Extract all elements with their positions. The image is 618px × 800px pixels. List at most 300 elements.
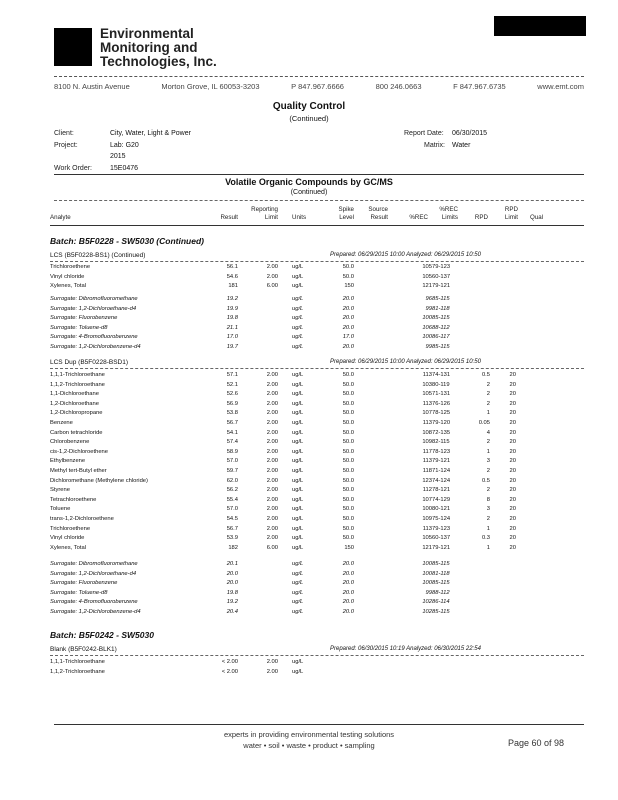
cell-reporting-limit: 2.00 [266, 496, 278, 503]
cell-result: 57.0 [226, 458, 238, 465]
cell-spike-level: 20.0 [342, 570, 354, 577]
cell-analyte: Ethylbenzene [50, 458, 86, 465]
cell-rec: 99 [425, 305, 432, 312]
cell-reporting-limit: 2.00 [266, 668, 278, 675]
cell-rec: 113 [422, 525, 432, 532]
cell-rpd: 2 [486, 400, 490, 407]
cell-rec: 121 [422, 283, 432, 290]
header-divider [54, 76, 584, 77]
col-qual: Qual [530, 214, 544, 221]
cell-rec: 99 [425, 589, 432, 596]
street-address: 8100 N. Austin Avenue [54, 82, 130, 91]
cell-analyte: Trichloroethene [50, 264, 91, 270]
cell-reporting-limit: 2.00 [266, 420, 278, 426]
cell-rec-limits: 71-124 [432, 468, 451, 474]
cell-spike-level: 20.0 [342, 599, 354, 606]
cell-rpd-limit: 20 [509, 487, 516, 494]
cell-analyte: Dichloromethane (Methylene chloride) [50, 477, 148, 484]
cell-result: 19.9 [226, 305, 238, 312]
cell-rpd: 0.3 [481, 535, 490, 542]
cell-rpd-limit: 20 [509, 410, 516, 417]
cell-rec: 113 [422, 400, 432, 407]
cell-rpd: 1 [486, 544, 490, 551]
cell-rpd: 8 [486, 496, 490, 503]
cell-rpd: 2 [486, 487, 490, 494]
cell-rec: 112 [422, 487, 432, 494]
cell-rec-limits: 88-112 [432, 589, 450, 596]
cell-result: 54.6 [226, 273, 238, 280]
cell-spike-level: 50.0 [342, 410, 354, 417]
cell-result: 20.0 [226, 570, 238, 577]
table-row [50, 438, 580, 447]
cell-rpd: 2 [486, 381, 490, 388]
section-divider [54, 200, 584, 201]
cell-spike-level: 20.0 [342, 589, 354, 596]
cell-rec: 108 [422, 429, 432, 436]
cell-rpd-limit: 20 [509, 400, 516, 407]
cell-analyte: Surrogate: Fluorobenzene [50, 315, 118, 322]
cell-spike-level: 50.0 [342, 525, 354, 532]
cell-reporting-limit: 2.00 [266, 516, 278, 522]
cell-spike-level: 50.0 [342, 429, 354, 436]
cell-reporting-limit: 2.00 [266, 535, 278, 542]
cell-units: ug/L [292, 496, 304, 503]
cell-spike-level: 50.0 [342, 448, 354, 455]
cell-analyte: 1,1-Dichloroethane [50, 391, 99, 398]
cell-units: ug/L [292, 400, 304, 407]
cell-rec-limits: 76-126 [432, 400, 451, 407]
cell-analyte: Toluene [50, 506, 71, 513]
cell-reporting-limit: 2.00 [266, 458, 278, 465]
cell-reporting-limit: 2.00 [266, 439, 278, 446]
table-row [50, 534, 580, 543]
cell-result: 181 [228, 283, 238, 290]
cell-rpd-limit: 20 [509, 458, 516, 465]
cell-result: 56.7 [226, 525, 238, 532]
cell-units: ug/L [292, 283, 304, 290]
cell-spike-level: 50.0 [342, 372, 354, 378]
meta-divider [54, 174, 584, 175]
cell-units: ug/L [292, 439, 304, 446]
table-row [50, 390, 580, 399]
city-address: Morton Grove, IL 60053-3203 [161, 82, 260, 91]
batch-title: Batch: B5F0228 - SW5030 (Continued) [50, 236, 204, 246]
client-label: Client: [54, 130, 74, 137]
cell-result: 20.0 [226, 580, 238, 587]
col-source-result: Source Result [368, 206, 388, 221]
cell-rec-limits: 79-123 [432, 264, 451, 270]
cell-reporting-limit: 2.00 [266, 487, 278, 494]
cell-analyte: Surrogate: 1,2-Dichlorobenzene-d4 [50, 609, 141, 615]
lcsd-divider [50, 368, 584, 369]
cell-rpd: 1 [486, 448, 490, 455]
cell-reporting-limit: 2.00 [266, 381, 278, 388]
cell-analyte: Surrogate: 4-Bromofluorobenzene [50, 334, 138, 341]
cell-units: ug/L [292, 273, 304, 280]
cell-units: ug/L [292, 599, 304, 606]
table-row [50, 448, 580, 457]
cell-result: 62.0 [226, 477, 238, 484]
cell-rec-limits: 74-131 [432, 372, 451, 378]
cell-spike-level: 50.0 [342, 264, 354, 270]
cell-result: 57.1 [226, 372, 238, 378]
cell-units: ug/L [292, 324, 304, 331]
cell-rec: 113 [422, 372, 432, 378]
cell-units: ug/L [292, 659, 304, 665]
cell-rec-limits: 85-115 [432, 561, 450, 567]
surrogate-row [50, 295, 580, 304]
cell-rpd-limit: 20 [509, 448, 516, 455]
cell-analyte: 1,1,1-Trichloroethane [50, 659, 105, 665]
col-rec-limits: %REC Limits [439, 206, 458, 221]
cell-units: ug/L [292, 429, 304, 436]
surrogate-row [50, 598, 580, 607]
project-value: Lab: G20 [110, 142, 139, 149]
surrogate-row [50, 305, 580, 314]
surrogate-row [50, 560, 580, 569]
report-date-label: Report Date: [404, 130, 444, 137]
cell-analyte: Methyl tert-Butyl ether [50, 468, 107, 474]
cell-rpd: 2 [486, 468, 490, 474]
cell-rpd-limit: 20 [509, 429, 516, 436]
company-logo [54, 28, 92, 66]
cell-rec: 100 [422, 580, 432, 587]
cell-rpd: 0.05 [478, 420, 490, 426]
cell-rec-limits: 79-120 [432, 420, 451, 426]
cell-units: ug/L [292, 506, 304, 513]
cell-rec-limits: 71-131 [432, 391, 451, 398]
cell-spike-level: 20.0 [342, 580, 354, 587]
cell-rec-limits: 80-121 [432, 506, 451, 513]
cell-units: ug/L [292, 334, 304, 341]
cell-units: ug/L [292, 609, 304, 615]
cell-rec-limits: 88-112 [432, 324, 450, 331]
cell-units: ug/L [292, 477, 304, 484]
cell-spike-level: 150 [344, 283, 354, 290]
table-row [50, 273, 580, 282]
cell-rec-limits: 86-117 [432, 334, 450, 341]
col-analyte: Analyte [50, 214, 71, 221]
table-row [50, 544, 580, 553]
cell-spike-level: 20.0 [342, 344, 354, 350]
table-row [50, 409, 580, 418]
company-name: Environmental Monitoring and Technologies, Inc. [100, 26, 217, 69]
cell-analyte: cis-1,2-Dichloroethene [50, 448, 108, 455]
table-row [50, 371, 580, 380]
tollfree-number: 800 246.0663 [375, 82, 422, 91]
col-result: Result [220, 214, 238, 221]
cell-rpd-limit: 20 [509, 525, 516, 532]
cell-units: ug/L [292, 458, 304, 465]
surrogate-row [50, 333, 580, 342]
cell-rec: 107 [422, 410, 432, 417]
cell-reporting-limit: 2.00 [266, 525, 278, 532]
cell-rec: 106 [422, 324, 432, 331]
cell-reporting-limit: 2.00 [266, 506, 278, 513]
cell-units: ug/L [292, 589, 304, 596]
cell-units: ug/L [292, 535, 304, 542]
cell-result: 57.4 [226, 439, 238, 446]
cell-rec: 102 [422, 609, 432, 615]
cell-result: 19.2 [226, 599, 238, 606]
cell-result: 52.6 [226, 391, 238, 398]
cell-rpd-limit: 20 [509, 372, 516, 378]
cell-rec-limits: 74-124 [432, 477, 451, 484]
project-label: Project: [54, 142, 78, 149]
cell-rpd: 3 [486, 458, 490, 465]
table-row [50, 429, 580, 438]
cell-rec-limits: 85-115 [432, 580, 450, 587]
cell-spike-level: 50.0 [342, 381, 354, 388]
cell-rec-limits: 79-123 [432, 525, 451, 532]
table-row [50, 668, 580, 677]
cell-rec-limits: 74-129 [432, 496, 451, 503]
cell-analyte: Trichloroethene [50, 525, 91, 532]
cell-rec: 105 [422, 391, 432, 398]
cell-rpd-limit: 20 [509, 468, 516, 474]
section-subtitle: (Continued) [290, 189, 328, 196]
cell-units: ug/L [292, 448, 304, 455]
cell-rec: 113 [422, 420, 432, 426]
cell-analyte: Vinyl chloride [50, 273, 85, 280]
cell-spike-level: 20.0 [342, 561, 354, 567]
cell-spike-level: 50.0 [342, 487, 354, 494]
cell-rec-limits: 82-115 [432, 439, 450, 446]
table-row [50, 496, 580, 505]
cell-units: ug/L [292, 420, 304, 426]
project-value-line2: 2015 [110, 153, 126, 160]
cell-analyte: 1,1,2-Trichloroethane [50, 381, 105, 388]
cell-units: ug/L [292, 525, 304, 532]
cell-rec: 100 [422, 561, 432, 567]
cell-spike-level: 50.0 [342, 439, 354, 446]
cell-rpd-limit: 20 [509, 381, 516, 388]
redaction-block [494, 16, 586, 36]
cell-rec: 100 [422, 506, 432, 513]
cell-rec: 109 [422, 516, 432, 522]
cell-result: 54.1 [226, 429, 238, 436]
cell-rec-limits: 78-121 [432, 487, 451, 494]
cell-analyte: Vinyl chloride [50, 535, 85, 542]
table-row [50, 658, 580, 667]
blank-group-label: Blank (B5F0242-BLK1) [50, 646, 117, 653]
cell-analyte: Surrogate: Toluene-d8 [50, 589, 108, 596]
cell-analyte: 1,1,2-Trichloroethane [50, 668, 105, 675]
batch2-title: Batch: B5F0242 - SW5030 [50, 630, 154, 640]
cell-rec: 107 [422, 496, 432, 503]
cell-reporting-limit: 2.00 [266, 477, 278, 484]
cell-result: 56.1 [226, 264, 238, 270]
fax-number: F 847.967.6735 [453, 82, 506, 91]
cell-analyte: Tetrachloroethene [50, 496, 97, 503]
cell-units: ug/L [292, 561, 304, 567]
cell-rec: 100 [422, 570, 432, 577]
cell-analyte: Surrogate: 4-Bromofluorobenzene [50, 599, 138, 606]
cell-rec: 100 [422, 315, 432, 322]
cell-rec-limits: 79-121 [432, 458, 451, 465]
cell-rec: 117 [422, 448, 432, 455]
cell-rec: 105 [422, 264, 432, 270]
surrogate-row [50, 579, 580, 588]
cell-analyte: Carbon tetrachloride [50, 429, 103, 436]
cell-result: 52.1 [226, 381, 238, 388]
section-title: Volatile Organic Compounds by GC/MS [225, 177, 393, 187]
cell-spike-level: 50.0 [342, 516, 354, 522]
cell-spike-level: 50.0 [342, 506, 354, 513]
col-rpd-limit: RPD Limit [504, 206, 518, 221]
cell-reporting-limit: 6.00 [266, 544, 278, 551]
cell-analyte: Surrogate: Dibromofluoromethane [50, 561, 138, 567]
lcsd-prep-info: Prepared: 06/29/2015 10:00 Analyzed: 06/29/2015 10:50 [330, 359, 481, 365]
workorder-label: Work Order: [54, 165, 92, 172]
cell-spike-level: 20.0 [342, 324, 354, 331]
cell-reporting-limit: 2.00 [266, 372, 278, 378]
cell-rec: 109 [422, 439, 432, 446]
cell-rec-limits: 79-121 [432, 283, 451, 290]
report-title: Quality Control [272, 101, 346, 112]
cell-reporting-limit: 2.00 [266, 468, 278, 474]
cell-analyte: Xylenes, Total [50, 283, 86, 290]
phone-number: P 847.967.6666 [291, 82, 344, 91]
cell-rpd-limit: 20 [509, 496, 516, 503]
cell-reporting-limit: 2.00 [266, 429, 278, 436]
matrix-value: Water [452, 142, 471, 149]
cell-analyte: Styrene [50, 487, 70, 494]
cell-units: ug/L [292, 391, 304, 398]
table-row [50, 419, 580, 428]
table-row [50, 381, 580, 390]
cell-units: ug/L [292, 544, 304, 551]
company-address-line [54, 82, 584, 91]
cell-reporting-limit: 6.00 [266, 283, 278, 290]
cell-result: 53.8 [226, 410, 238, 417]
cell-rpd-limit: 20 [509, 516, 516, 522]
cell-rpd-limit: 20 [509, 506, 516, 513]
cell-rec-limits: 60-137 [432, 535, 451, 542]
surrogate-row [50, 314, 580, 323]
cell-result: < 2.00 [221, 659, 238, 665]
workorder-value: 15E0476 [110, 165, 139, 172]
cell-result: < 2.00 [221, 668, 238, 675]
cell-result: 20.1 [226, 561, 238, 567]
blank-prep-info: Prepared: 06/30/2015 10:19 Analyzed: 06/30/2015 22:54 [330, 646, 481, 652]
col-spike-level: Spike Level [338, 206, 354, 221]
client-value: City, Water, Light & Power [110, 130, 191, 137]
cell-spike-level: 20.0 [342, 609, 354, 615]
cell-result: 19.2 [226, 296, 238, 302]
cell-result: 19.7 [226, 344, 238, 350]
cell-analyte: 1,1,1-Trichloroethane [50, 372, 105, 378]
cell-rpd-limit: 20 [509, 544, 516, 551]
lcs-group-label: LCS (B5F0228-BS1) (Continued) [50, 252, 146, 259]
report-subtitle: (Continued) [289, 114, 329, 123]
surrogate-row [50, 589, 580, 598]
cell-units: ug/L [292, 487, 304, 494]
cell-spike-level: 17.0 [342, 334, 354, 341]
cell-result: 21.1 [226, 324, 238, 331]
cell-result: 56.9 [226, 400, 238, 407]
cell-result: 20.4 [226, 609, 238, 615]
cell-spike-level: 50.0 [342, 496, 354, 503]
cell-units: ug/L [292, 264, 304, 270]
table-row [50, 282, 580, 291]
cell-result: 53.9 [226, 535, 238, 542]
cell-rec: 96 [425, 296, 432, 302]
cell-rec-limits: 85-115 [432, 344, 450, 350]
cell-spike-level: 50.0 [342, 535, 354, 542]
cell-units: ug/L [292, 381, 304, 388]
cell-rec: 113 [422, 458, 432, 465]
lcs-prep-info: Prepared: 06/29/2015 10:00 Analyzed: 06/29/2015 10:50 [330, 252, 481, 258]
cell-result: 58.9 [226, 448, 238, 455]
col-rpd: RPD [474, 214, 488, 221]
table-row [50, 525, 580, 534]
cell-result: 59.7 [226, 468, 238, 474]
cell-analyte: Surrogate: Dibromofluoromethane [50, 296, 138, 302]
col-reporting-limit: Reporting Limit [251, 206, 278, 221]
surrogate-row [50, 608, 580, 617]
cell-result: 57.0 [226, 506, 238, 513]
footer-services: water • soil • waste • product • sampling [243, 741, 375, 750]
footer-divider [54, 724, 584, 725]
cell-units: ug/L [292, 668, 304, 675]
cell-reporting-limit: 2.00 [266, 448, 278, 455]
cell-spike-level: 50.0 [342, 400, 354, 407]
cell-rpd-limit: 20 [509, 477, 516, 484]
cell-reporting-limit: 2.00 [266, 410, 278, 417]
cell-rpd-limit: 20 [509, 391, 516, 398]
cell-rpd-limit: 20 [509, 420, 516, 426]
cell-rec: 105 [422, 535, 432, 542]
blank-divider [50, 655, 584, 656]
cell-analyte: Surrogate: Fluorobenzene [50, 580, 118, 587]
cell-rec: 123 [422, 477, 432, 484]
cell-rec: 105 [422, 273, 432, 280]
table-row [50, 467, 580, 476]
cell-rpd: 2 [486, 516, 490, 522]
cell-rec-limits: 75-124 [432, 516, 451, 522]
cell-spike-level: 20.0 [342, 305, 354, 312]
cell-units: ug/L [292, 296, 304, 302]
table-row [50, 263, 580, 272]
cell-rpd: 2 [486, 391, 490, 398]
cell-spike-level: 50.0 [342, 477, 354, 484]
cell-result: 56.2 [226, 487, 238, 494]
cell-analyte: Surrogate: 1,2-Dichlorobenzene-d4 [50, 344, 141, 350]
cell-analyte: trans-1,2-Dichloroethene [50, 516, 114, 522]
cell-reporting-limit: 2.00 [266, 391, 278, 398]
cell-spike-level: 50.0 [342, 468, 354, 474]
matrix-label: Matrix: [424, 142, 445, 149]
cell-rec-limits: 81-118 [432, 570, 450, 577]
cell-rpd: 0.5 [481, 477, 490, 484]
cell-reporting-limit: 2.00 [266, 659, 278, 665]
cell-units: ug/L [292, 516, 304, 522]
cell-units: ug/L [292, 580, 304, 587]
website-link[interactable]: www.emt.com [537, 82, 584, 91]
cell-units: ug/L [292, 410, 304, 417]
cell-rec-limits: 85-115 [432, 315, 450, 322]
cell-analyte: Surrogate: Toluene-d8 [50, 324, 108, 331]
cell-rec: 118 [422, 468, 432, 474]
cell-reporting-limit: 2.00 [266, 264, 278, 270]
lcs-divider [50, 261, 584, 262]
cell-rpd-limit: 20 [509, 535, 516, 542]
cell-analyte: Chlorobenzene [50, 439, 90, 446]
cell-spike-level: 50.0 [342, 391, 354, 398]
cell-rec: 102 [422, 599, 432, 606]
cell-rec-limits: 85-115 [432, 296, 450, 302]
